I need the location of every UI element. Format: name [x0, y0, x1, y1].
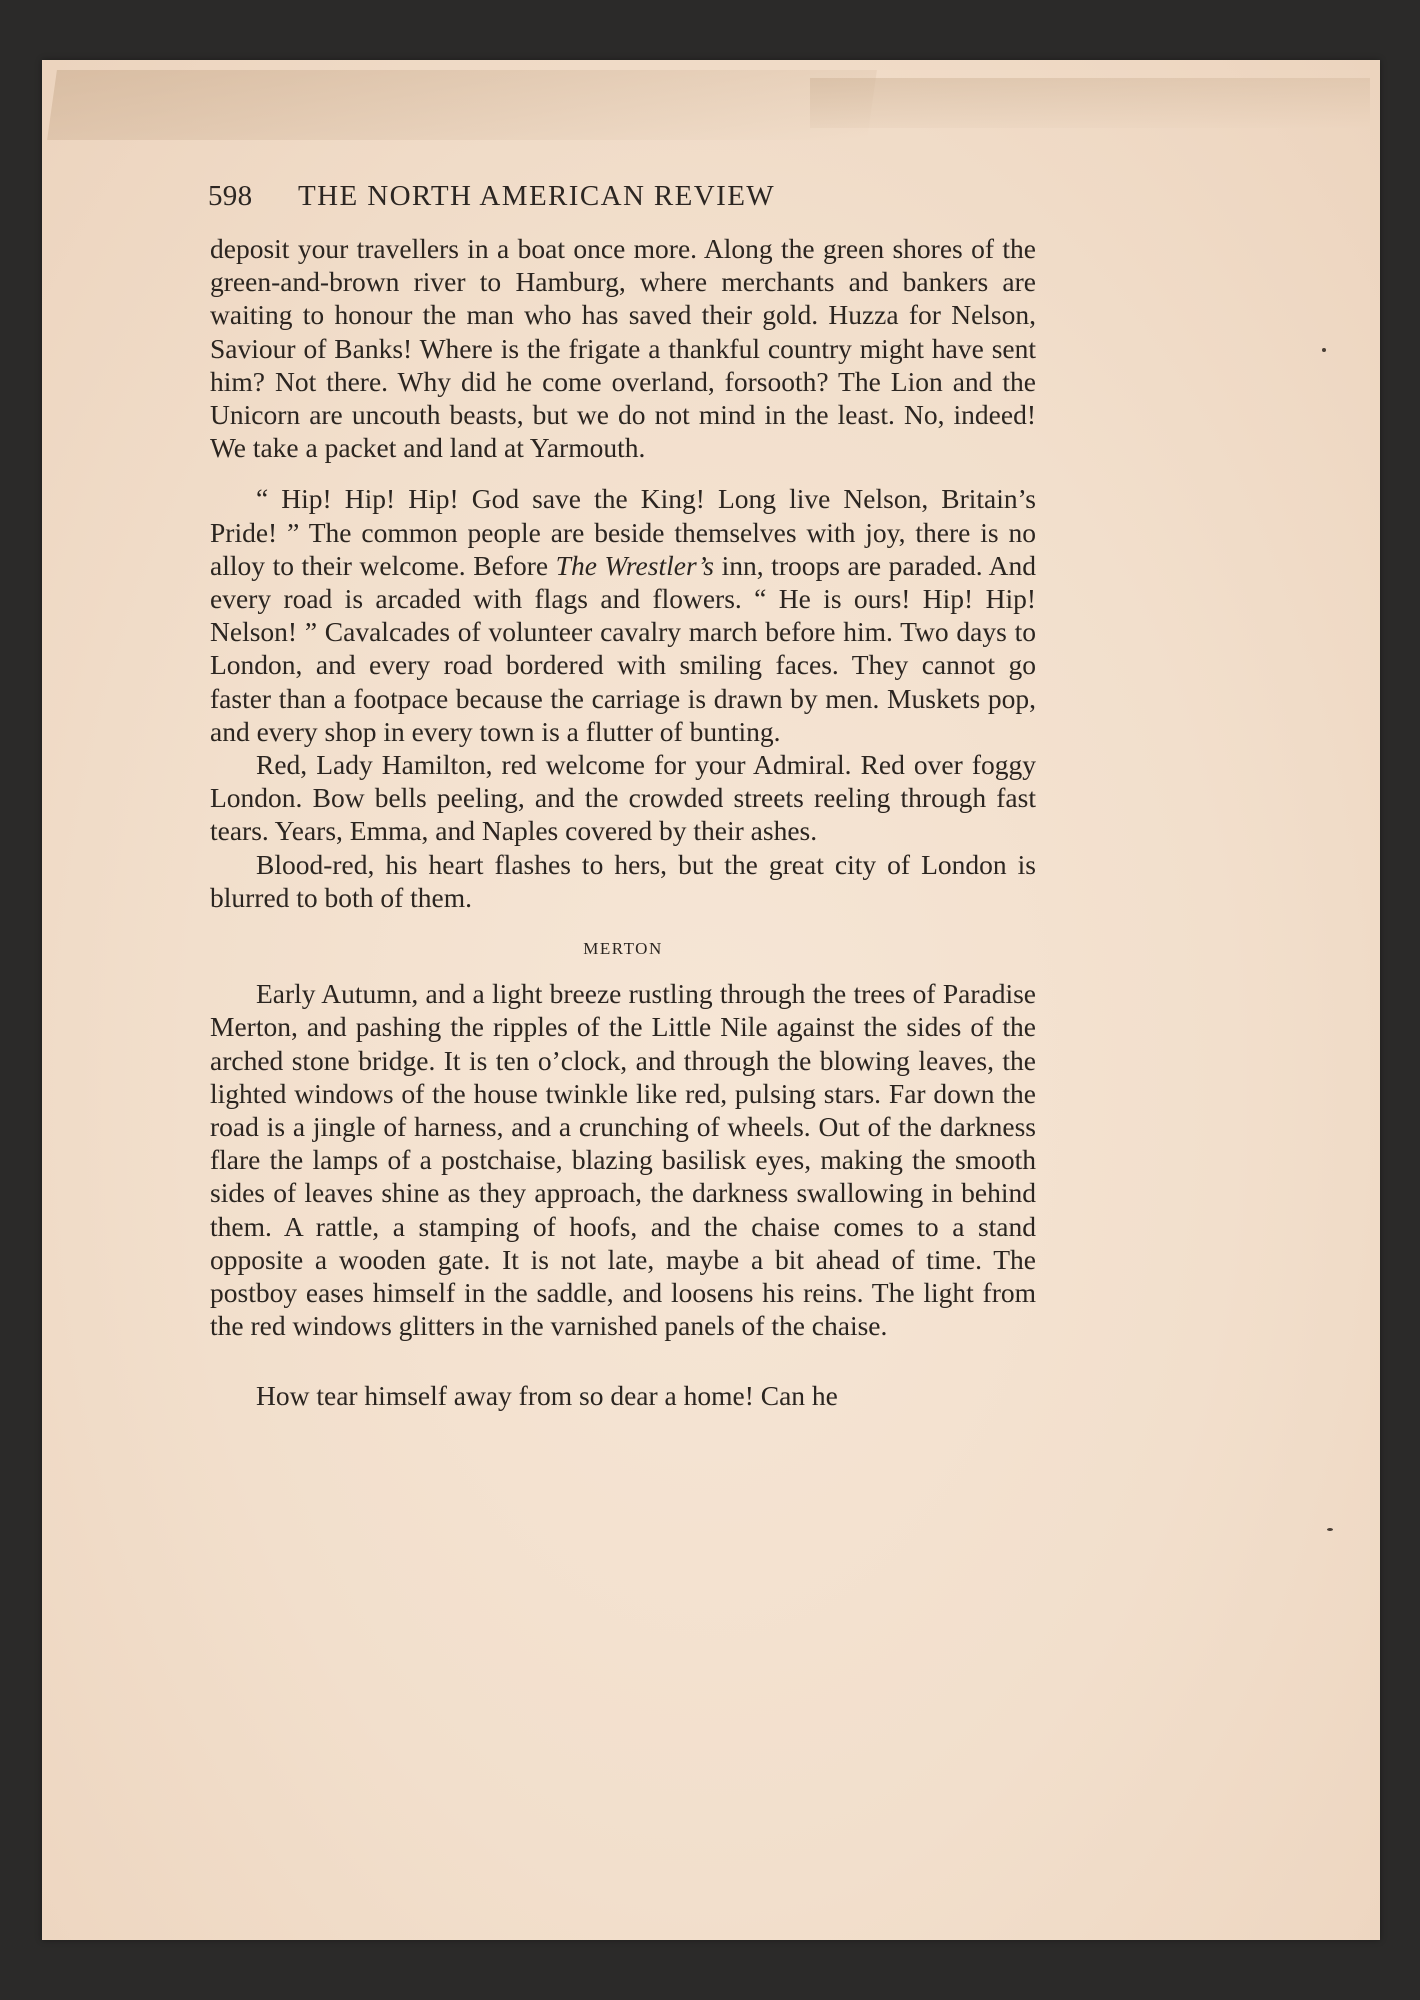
paragraph: deposit your travellers in a boat once more. Along the green shores of the green-and-brown river to Hamburg, where merchants and bankers are waiting to honour the man who has saved their gold. Huzza for Nelson, Saviour of Banks! Where is the frigate a thankful country might have sent him? Not there. Why did he come overland, forsooth? The Lion and the Unicorn are uncouth beasts, but we do not mind in the least. No, indeed! We take a packet and land at Yarmouth.	[210, 233, 1036, 464]
paragraph: How tear himself away from so dear a home! Can he	[256, 1379, 838, 1411]
inn-name: The Wrestler’s	[555, 549, 714, 581]
paragraph: Blood-red, his heart flashes to hers, but the great city of London is blurred to both of them.	[210, 848, 1036, 913]
paragraph: “ Hip! Hip! Hip! God save the King! Long live Nelson, Britain’s Pride! ” The common people are beside themselves with joy, there is no alloy to their welcome. Before The Wrestler’s inn, troops are paraded. And every road is arcaded with flags and flowers. “ He is ours! Hip! Hip! Nelson! ” Cavalcades of volunteer cavalry march before him. Two days to London, and every road bordered with smiling faces. They cannot go faster than a footpace because the carriage is drawn by men. Muskets pop, and every shop in every town is a flutter of bunting.	[210, 483, 1036, 747]
paper-speck	[1322, 348, 1326, 352]
page-number: 598	[208, 180, 253, 212]
paper-speck	[1327, 1528, 1333, 1531]
section-heading: MERTON	[583, 939, 663, 959]
journal-title: THE NORTH AMERICAN REVIEW	[298, 180, 776, 212]
paragraph: Early Autumn, and a light breeze rustling through the trees of Paradise Merton, and pashing the ripples of the Little Nile against the sides of the arched stone bridge. It is ten o’clock, and through the blowing leaves, the lighted windows of the house twinkle like red, pulsing stars. Far down the road is a jingle of harness, and a crunching of wheels. Out of the darkness flare the lamps of a postchaise, blazing basilisk eyes, making the smooth sides of leaves shine as they approach, the darkness swallowing in behind them. A rattle, a stamping of hoofs, and the chaise comes to a stand opposite a wooden gate. It is not late, maybe a bit ahead of time. The postboy eases himself in the saddle, and loosens his reins. The light from the red windows glitters in the varnished panels of the chaise.	[210, 978, 1036, 1342]
running-head	[208, 180, 1038, 213]
body-text	[210, 232, 1036, 1412]
paragraph: Red, Lady Hamilton, red welcome for your Admiral. Red over foggy London. Bow bells peeling, and the crowded streets reeling through fast tears. Years, Emma, and Naples covered by their ashes.	[210, 749, 1036, 847]
